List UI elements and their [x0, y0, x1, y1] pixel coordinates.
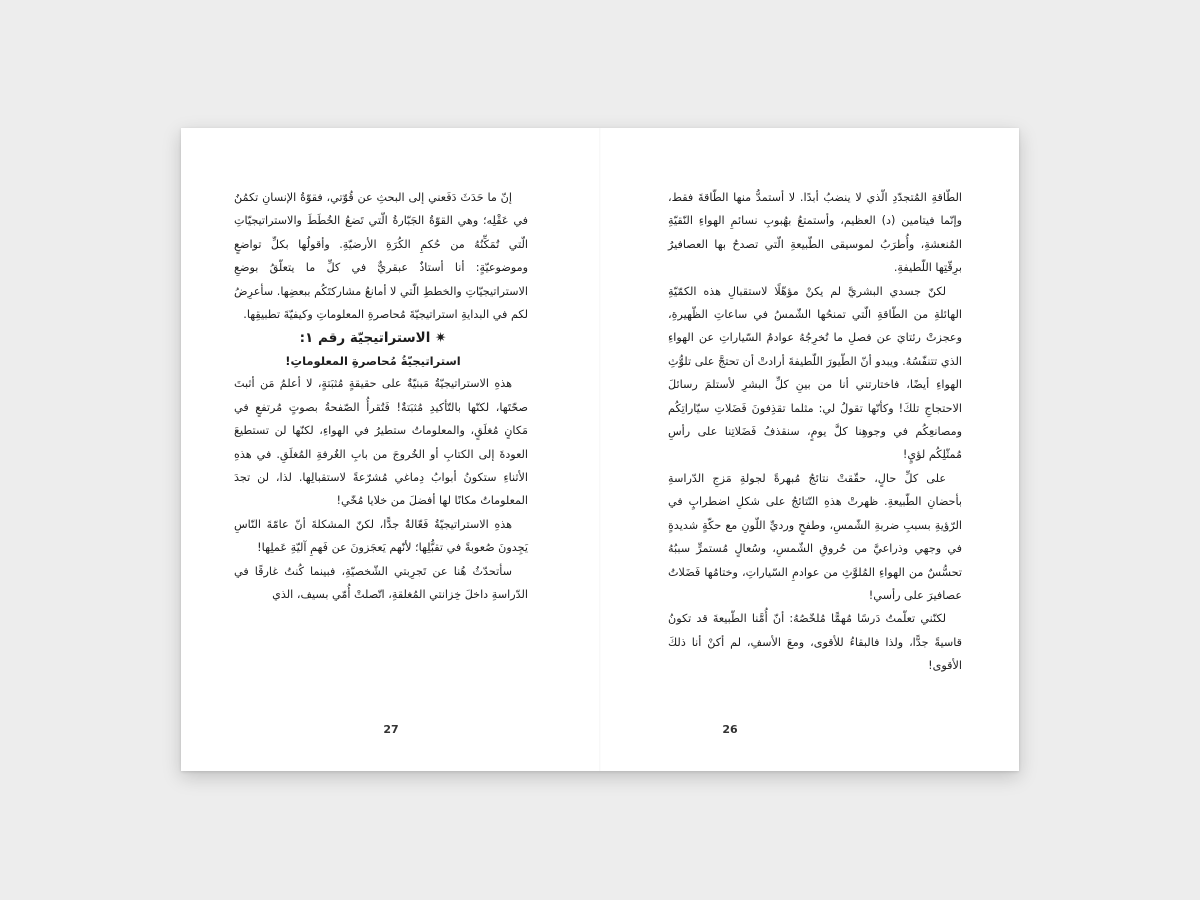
paragraph: هذهِ الاستراتيجيّةُ مَبنيّةٌ على حقيقةٍ مُثبَتةٍ، لا أعلمُ مَن أثبتَ صحّتَها، لكنّها بالتّأكيدِ مُثبَتةٌ! فَتُقرأُ الصّفحةُ بصوتٍ مُرتفعٍ في مَكانٍ مُغلَقٍ، والمعلوماتُ ستطيرُ في الهواءِ، لكنّها لن تستطيعَ العودةَ إلى الكتابِ أو الخُروجَ من بابِ الغُرفةِ المُغلَقِ. في هذهِ الأثناءِ ستكونُ أبوابُ دِماغي مُشرّعةً لاستقبالِها. لذا، لن تجدَ المعلوماتُ مكانًا لها أفضلَ من خلايا مُخّي!: [234, 377, 528, 508]
left-page-text: [234, 186, 528, 607]
paragraph: إنّ ما حَدَثَ دَفَعني إلى البحثِ عن قُوّتي، فقوّةُ الإنسانِ تكمُنُ في عَقْلِه؛ وهي القوّةُ الجَبّارةُ الّتي تَضعُ الخُطَطَ والاستراتيجيّاتِ الّتي تُمَكِّنُهُ من حُكمِ الكُرَةِ الأرضيّةِ. وأقولُها بكلِّ تواضعٍ وموضوعيّةٍ: أنا أستاذٌ عبقريٌّ في كلِّ ما يتعلّقُ بوضعِ الاستراتيجيّاتِ والخططِ الّتي لا أمانعُ مشاركتَكُم ببعضِها. سأعرِضُ لكم في البدايةِ استراتيجيّةَ مُحاصرةِ المعلوماتِ وكيفيّةَ تطبيقِها.: [234, 191, 528, 322]
book-spread: [181, 128, 1019, 771]
right-page-text: [668, 186, 962, 678]
paragraph: الطّاقةِ المُتجدّدِ الّذي لا ينضبُ أبدًا. لا أستمدُّ منها الطّاقةَ فقط، وإنّما فيتامين (د) العظيم، وأستمتعُ بهُبوبِ نسائمِ الهواءِ النّقيّةِ المُنعشةِ، وأُطرَبُ لموسيقى الطّبيعةِ الّتي تصدحُ بها العصافيرُ برِقّتِها اللّطيفةِ.: [668, 191, 962, 275]
strategy-subheading: استراتيجيّةُ مُحاصرةِ المعلوماتِ!: [285, 354, 461, 369]
left-page: [181, 128, 600, 771]
paragraph: لكنّني تعلّمتُ دَرسًا مُهمًّا مُلخّصُهُ: أنّ أُمَّنا الطّبيعةَ قد تكونُ قاسيةً جدًّا، ولذا فالبقاءُ للأقوى، ومعَ الأسفِ، لم أكنْ أنا ذلكَ الأقوى!: [668, 612, 962, 673]
page-number: 27: [383, 723, 399, 736]
page-number: 26: [722, 723, 738, 736]
paragraph: هذهِ الاستراتيجيّةُ فَعّالةٌ جدًّا، لكنّ المشكلةَ أنّ عامّةَ النّاسِ يَجِدونَ صُعوبةً في تقبُّلِها؛ لأنّهم يَعجَزونَ عن فَهمِ آليّةِ عَملِها!: [234, 517, 528, 555]
paragraph: سأتحدّثُ هُنا عن تَجرِبتي الشّخصيّةِ، فبينما كُنتُ غارقًا في الدّراسةِ داخلَ خِزانتي المُغلقةِ، اتّصلتْ أُمّي بسيف، الذي: [234, 564, 528, 602]
paragraph: لكنّ جسدي البشريَّ لم يكنْ مؤهّلًا لاستقبالِ هذه الكمّيّةِ الهائلةِ من الطّاقةِ الّتي تمنحُها الشّمسُ في ساعاتِ الظّهيرةِ، وعجزتْ رئتايَ عن فصلِ ما تُخرِجُهُ عوادمُ السّياراتِ عن الهواءِ الذي تتنفّسُهُ. ويبدو أنّ الطّيورَ اللّطيفةَ أرادتْ أن تحتجَّ على تلوُّثِ الهواءِ أيضًا، فاختارتني أنا من بينِ كلِّ البشرِ لأستلمَ رسائلَ الاحتجاجِ تلكَ! وكأنّها تقولُ لي: مثلما تقذِفونَ فَضَلاتِ سيّاراتِكُم ومصانعِكُم في وجوهِنا كلَّ يومٍ، سنقذفُ فَضَلاتِنا على رأسِ مُمثّلِكُم لؤيٍ!: [668, 284, 962, 462]
right-page: [600, 128, 1019, 771]
paragraph: على كلِّ حالٍ، حقّقتْ نتائجُ مُبهرةً لجولةِ مَزجِ الدّراسةِ بأحضانِ الطّبيعةِ. ظهرتْ هذهِ النّتائجُ على شكلِ اضطرابٍ في الرّؤيةِ بسببِ ضربةِ الشّمسِ، وطفحٍ ورديِّ اللّونِ مع حكّةٍ شديدةٍ في وجهي وذراعيَّ من حُروقِ الشّمسِ، وسُعالٍ مُستمرٍّ سببُهُ تحسُّسٌ من الهواءِ المُلوَّثِ من عوادمِ السّياراتِ، وختامُها فَضَلاتُ عصافيرَ على رأسي!: [668, 471, 962, 602]
strategy-heading: ✷ الاستراتيجيّة رقم ١:: [299, 330, 447, 347]
